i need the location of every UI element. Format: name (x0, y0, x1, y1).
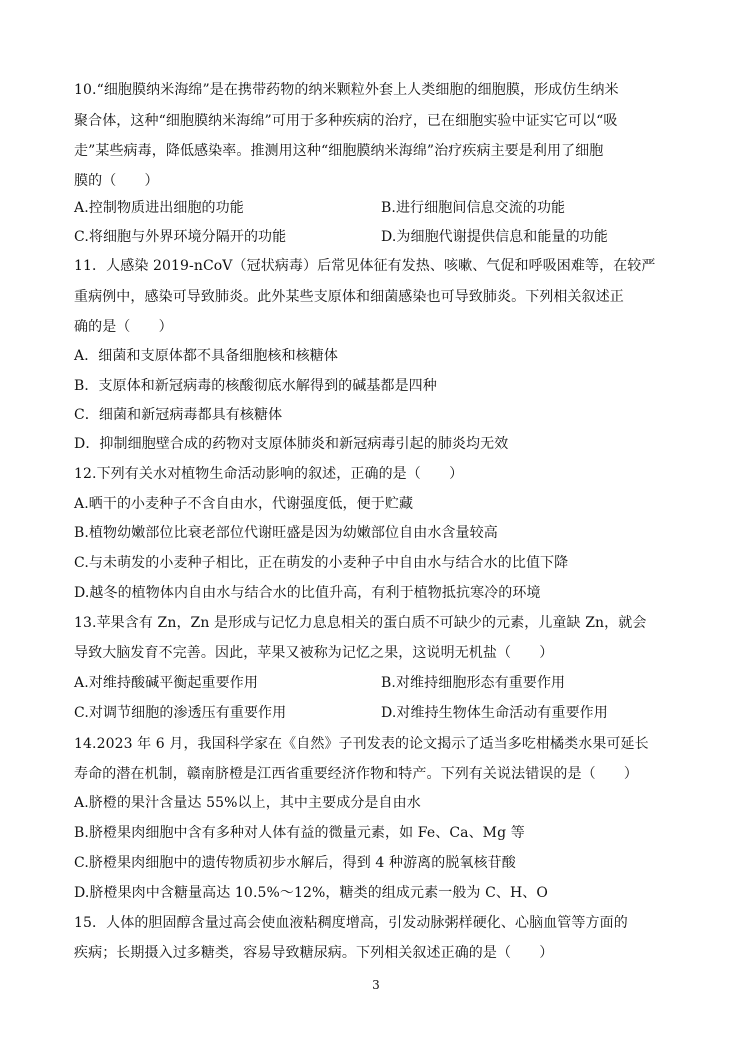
q12-option-c: C.与未萌发的小麦种子相比，正在萌发的小麦种子中自由水与结合水的比值下降 (74, 555, 569, 571)
q14-stem-line-2: 寿命的潜在机制，赣南脐橙是江西省重要经济作物和特产。下列有关说法错误的是（ ） (74, 766, 638, 782)
q12-stem-line-1: 12.下列有关水对植物生命活动影响的叙述，正确的是（ ） (74, 466, 464, 482)
q14-option-b: B.脐橙果肉细胞中含有多种对人体有益的微量元素，如 Fe、Ca、Mg 等 (74, 825, 525, 841)
q10-stem-line-3: 走”某些病毒，降低感染率。推测用这种“细胞膜纳米海绵”治疗疾病主要是利用了细胞 (74, 143, 604, 159)
q10-option-b: B.进行细胞间信息交流的功能 (381, 200, 566, 216)
q11-option-c: C．细菌和新冠病毒都具有核糖体 (74, 407, 283, 423)
q10-stem-line-2: 聚合体，这种“细胞膜纳米海绵”可用于多种疾病的治疗，已在细胞实验中证实它可以“吸 (74, 113, 618, 129)
q11-stem-line-1: 11．人感染 2019-nCoV（冠状病毒）后常见体征有发热、咳嗽、气促和呼吸困难等，在较严 (74, 258, 656, 274)
q13-stem-line-2: 导致大脑发育不完善。因此，苹果又被称为记忆之果，这说明无机盐（ ） (74, 645, 554, 661)
q13-option-b: B.对维持细胞形态有重要作用 (381, 675, 566, 691)
page-number: 3 (372, 978, 380, 992)
q11-option-b: B．支原体和新冠病毒的核酸彻底水解得到的碱基都是四种 (74, 378, 437, 394)
q11-option-a: A．细菌和支原体都不具备细胞核和核糖体 (74, 348, 339, 364)
q10-stem-line-4: 膜的（ ） (74, 173, 159, 189)
q11-option-d: D．抑制细胞壁合成的药物对支原体肺炎和新冠病毒引起的肺炎均无效 (74, 436, 509, 452)
q11-stem-line-3: 确的是（ ） (74, 319, 173, 335)
q13-option-d: D.对维持生物体生命活动有重要作用 (381, 705, 608, 721)
q14-stem-line-1: 14.2023 年 6 月，我国科学家在《自然》子刊发表的论文揭示了适当多吃柑橘类水果可延长 (74, 736, 649, 752)
q11-stem-line-2: 重病例中，感染可导致肺炎。此外某些支原体和细菌感染也可导致肺炎。下列相关叙述正 (74, 289, 624, 305)
q13-option-c: C.对调节细胞的渗透压有重要作用 (74, 705, 287, 721)
q15-stem-line-2: 疾病；长期摄入过多糖类，容易导致糖尿病。下列相关叙述正确的是（ ） (74, 945, 554, 961)
q10-option-a: A.控制物质进出细胞的功能 (74, 200, 244, 216)
q10-option-d: D.为细胞代谢提供信息和能量的功能 (381, 229, 608, 245)
q12-option-d: D.越冬的植物体内自由水与结合水的比值升高，有利于植物抵抗寒冷的环境 (74, 585, 541, 601)
q14-option-d: D.脐橙果肉中含糖量高达 10.5%～12%，糖类的组成元素一般为 C、H、O (74, 885, 548, 901)
q14-option-c: C.脐橙果肉细胞中的遗传物质初步水解后，得到 4 种游离的脱氧核苷酸 (74, 855, 516, 871)
q10-stem-line-1: 10.“细胞膜纳米海绵”是在携带药物的纳米颗粒外套上人类细胞的细胞膜，形成仿生纳米 (74, 82, 619, 98)
q12-option-b: B.植物幼嫩部位比衰老部位代谢旺盛是因为幼嫩部位自由水含量较高 (74, 525, 498, 541)
q13-option-a: A.对维持酸碱平衡起重要作用 (74, 675, 258, 691)
q14-option-a: A.脐橙的果汁含量达 55%以上，其中主要成分是自由水 (74, 795, 421, 811)
q10-option-c: C.将细胞与外界环境分隔开的功能 (74, 229, 287, 245)
q12-option-a: A.晒干的小麦种子不含自由水，代谢强度低，便于贮藏 (74, 496, 414, 512)
q13-stem-line-1: 13.苹果含有 Zn，Zn 是形成与记忆力息息相关的蛋白质不可缺少的元素，儿童缺 Zn，就会 (74, 615, 647, 631)
q15-stem-line-1: 15．人体的胆固醇含量过高会使血液粘稠度增高，引发动脉粥样硬化、心脑血管等方面的 (74, 915, 628, 931)
